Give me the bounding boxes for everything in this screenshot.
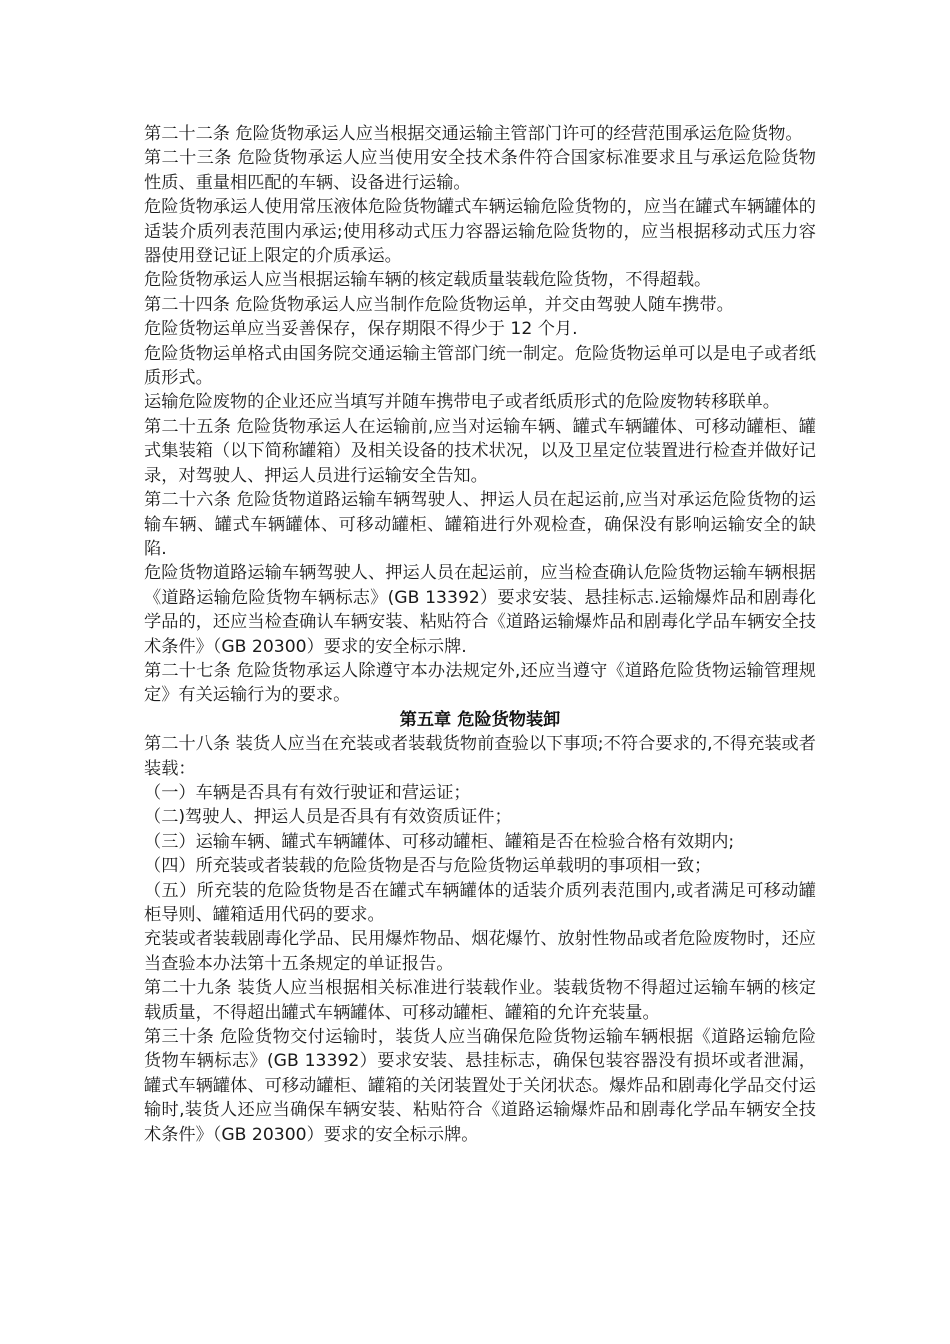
paragraph-article-29: 第二十九条 装货人应当根据相关标准进行装载作业。装载货物不得超过运输车辆的核定载质量，不得超出罐式车辆罐体、可移动罐柜、罐箱的允许充装量。 bbox=[144, 978, 816, 1023]
chapter-heading: 第五章 危险货物装卸 bbox=[399, 709, 561, 730]
paragraph-special-goods: 充装或者装载剧毒化学品、民用爆炸物品、烟花爆竹、放射性物品或者危险废物时，还应当查验本办法第十五条规定的单证报告。 bbox=[144, 929, 816, 974]
list-item-3: （三）运输车辆、罐式车辆罐体、可移动罐柜、罐箱是否在检验合格有效期内; bbox=[144, 831, 735, 852]
list-item-5: （五）所充装的危险货物是否在罐式车辆罐体的适装介质列表范围内,或者满足可移动罐柜导则、罐箱适用代码的要求。 bbox=[144, 880, 816, 925]
paragraph-article-23: 第二十三条 危险货物承运人应当使用安全技术条件符合国家标准要求且与承运危险货物性质、重量相匹配的车辆、设备进行运输。 bbox=[144, 148, 816, 193]
list-item-2: （二)驾驶人、押运人员是否具有有效资质证件； bbox=[144, 807, 512, 828]
paragraph-article-26: 第二十六条 危险货物道路运输车辆驾驶人、押运人员在起运前,应当对承运危险货物的运输车辆、罐式车辆罐体、可移动罐柜、罐箱进行外观检查，确保没有影响运输安全的缺陷. bbox=[144, 490, 816, 559]
paragraph-no-overload: 危险货物承运人应当根据运输车辆的核定载质量装载危险货物，不得超载。 bbox=[144, 270, 712, 291]
paragraph-article-30: 第三十条 危险货物交付运输时，装货人应当确保危险货物运输车辆根据《道路运输危险货物车辆标志》(GB 13392）要求安装、悬挂标志，确保包装容器没有损坏或者泄漏，罐式车辆罐体、可移动罐柜、罐箱的关闭装置处于关闭状态。爆炸品和剧毒化学品交付运输时,装货人还应当确保车辆安装、粘贴符合《道路运输爆炸品和剧毒化学品车辆安全技术条件》（GB 20300）要求的安全标示牌。 bbox=[144, 1027, 816, 1145]
list-item-1: （一）车辆是否具有有效行驶证和营运证； bbox=[144, 782, 471, 803]
paragraph-waybill-retention: 危险货物运单应当妥善保存，保存期限不得少于 12 个月. bbox=[144, 319, 578, 340]
paragraph-tank-vehicle: 危险货物承运人使用常压液体危险货物罐式车辆运输危险货物的，应当在罐式车辆罐体的适装介质列表范围内承运;使用移动式压力容器运输危险货物的，应当根据移动式压力容器使用登记证上限定的介质承运。 bbox=[144, 197, 816, 267]
list-item-4: （四）所充装或者装载的危险货物是否与危险货物运单载明的事项相一致； bbox=[144, 856, 712, 877]
paragraph-waste-transfer: 运输危险废物的企业还应当填写并随车携带电子或者纸质形式的危险废物转移联单。 bbox=[144, 392, 780, 413]
paragraph-article-24: 第二十四条 危险货物承运人应当制作危险货物运单，并交由驾驶人随车携带。 bbox=[144, 294, 734, 315]
paragraph-waybill-format: 危险货物运单格式由国务院交通运输主管部门统一制定。危险货物运单可以是电子或者纸质形式。 bbox=[144, 343, 816, 389]
paragraph-article-27: 第二十七条 危险货物承运人除遵守本办法规定外,还应当遵守《道路危险货物运输管理规定》有关运输行为的要求。 bbox=[144, 660, 816, 706]
paragraph-article-25: 第二十五条 危险货物承运人在运输前,应当对运输车辆、罐式车辆罐体、可移动罐柜、罐式集装箱（以下简称罐箱）及相关设备的技术状况，以及卫星定位装置进行检查并做好记录，对驾驶人、押运人员进行运输安全告知。 bbox=[144, 416, 816, 486]
paragraph-vehicle-signs: 危险货物道路运输车辆驾驶人、押运人员在起运前，应当检查确认危险货物运输车辆根据《道路运输危险货物车辆标志》(GB 13392）要求安装、悬挂标志.运输爆炸品和剧毒化学品的，还应当检查确认车辆安装、粘贴符合《道路运输爆炸品和剧毒化学品车辆安全技术条件》（GB 20300）要求的安全标示牌. bbox=[144, 563, 816, 657]
paragraph-article-22: 第二十二条 危险货物承运人应当根据交通运输主管部门许可的经营范围承运危险货物。 bbox=[144, 124, 803, 144]
document-body bbox=[144, 122, 816, 1147]
paragraph-article-28: 第二十八条 装货人应当在充装或者装载货物前查验以下事项;不符合要求的,不得充装或者装载： bbox=[144, 734, 816, 779]
